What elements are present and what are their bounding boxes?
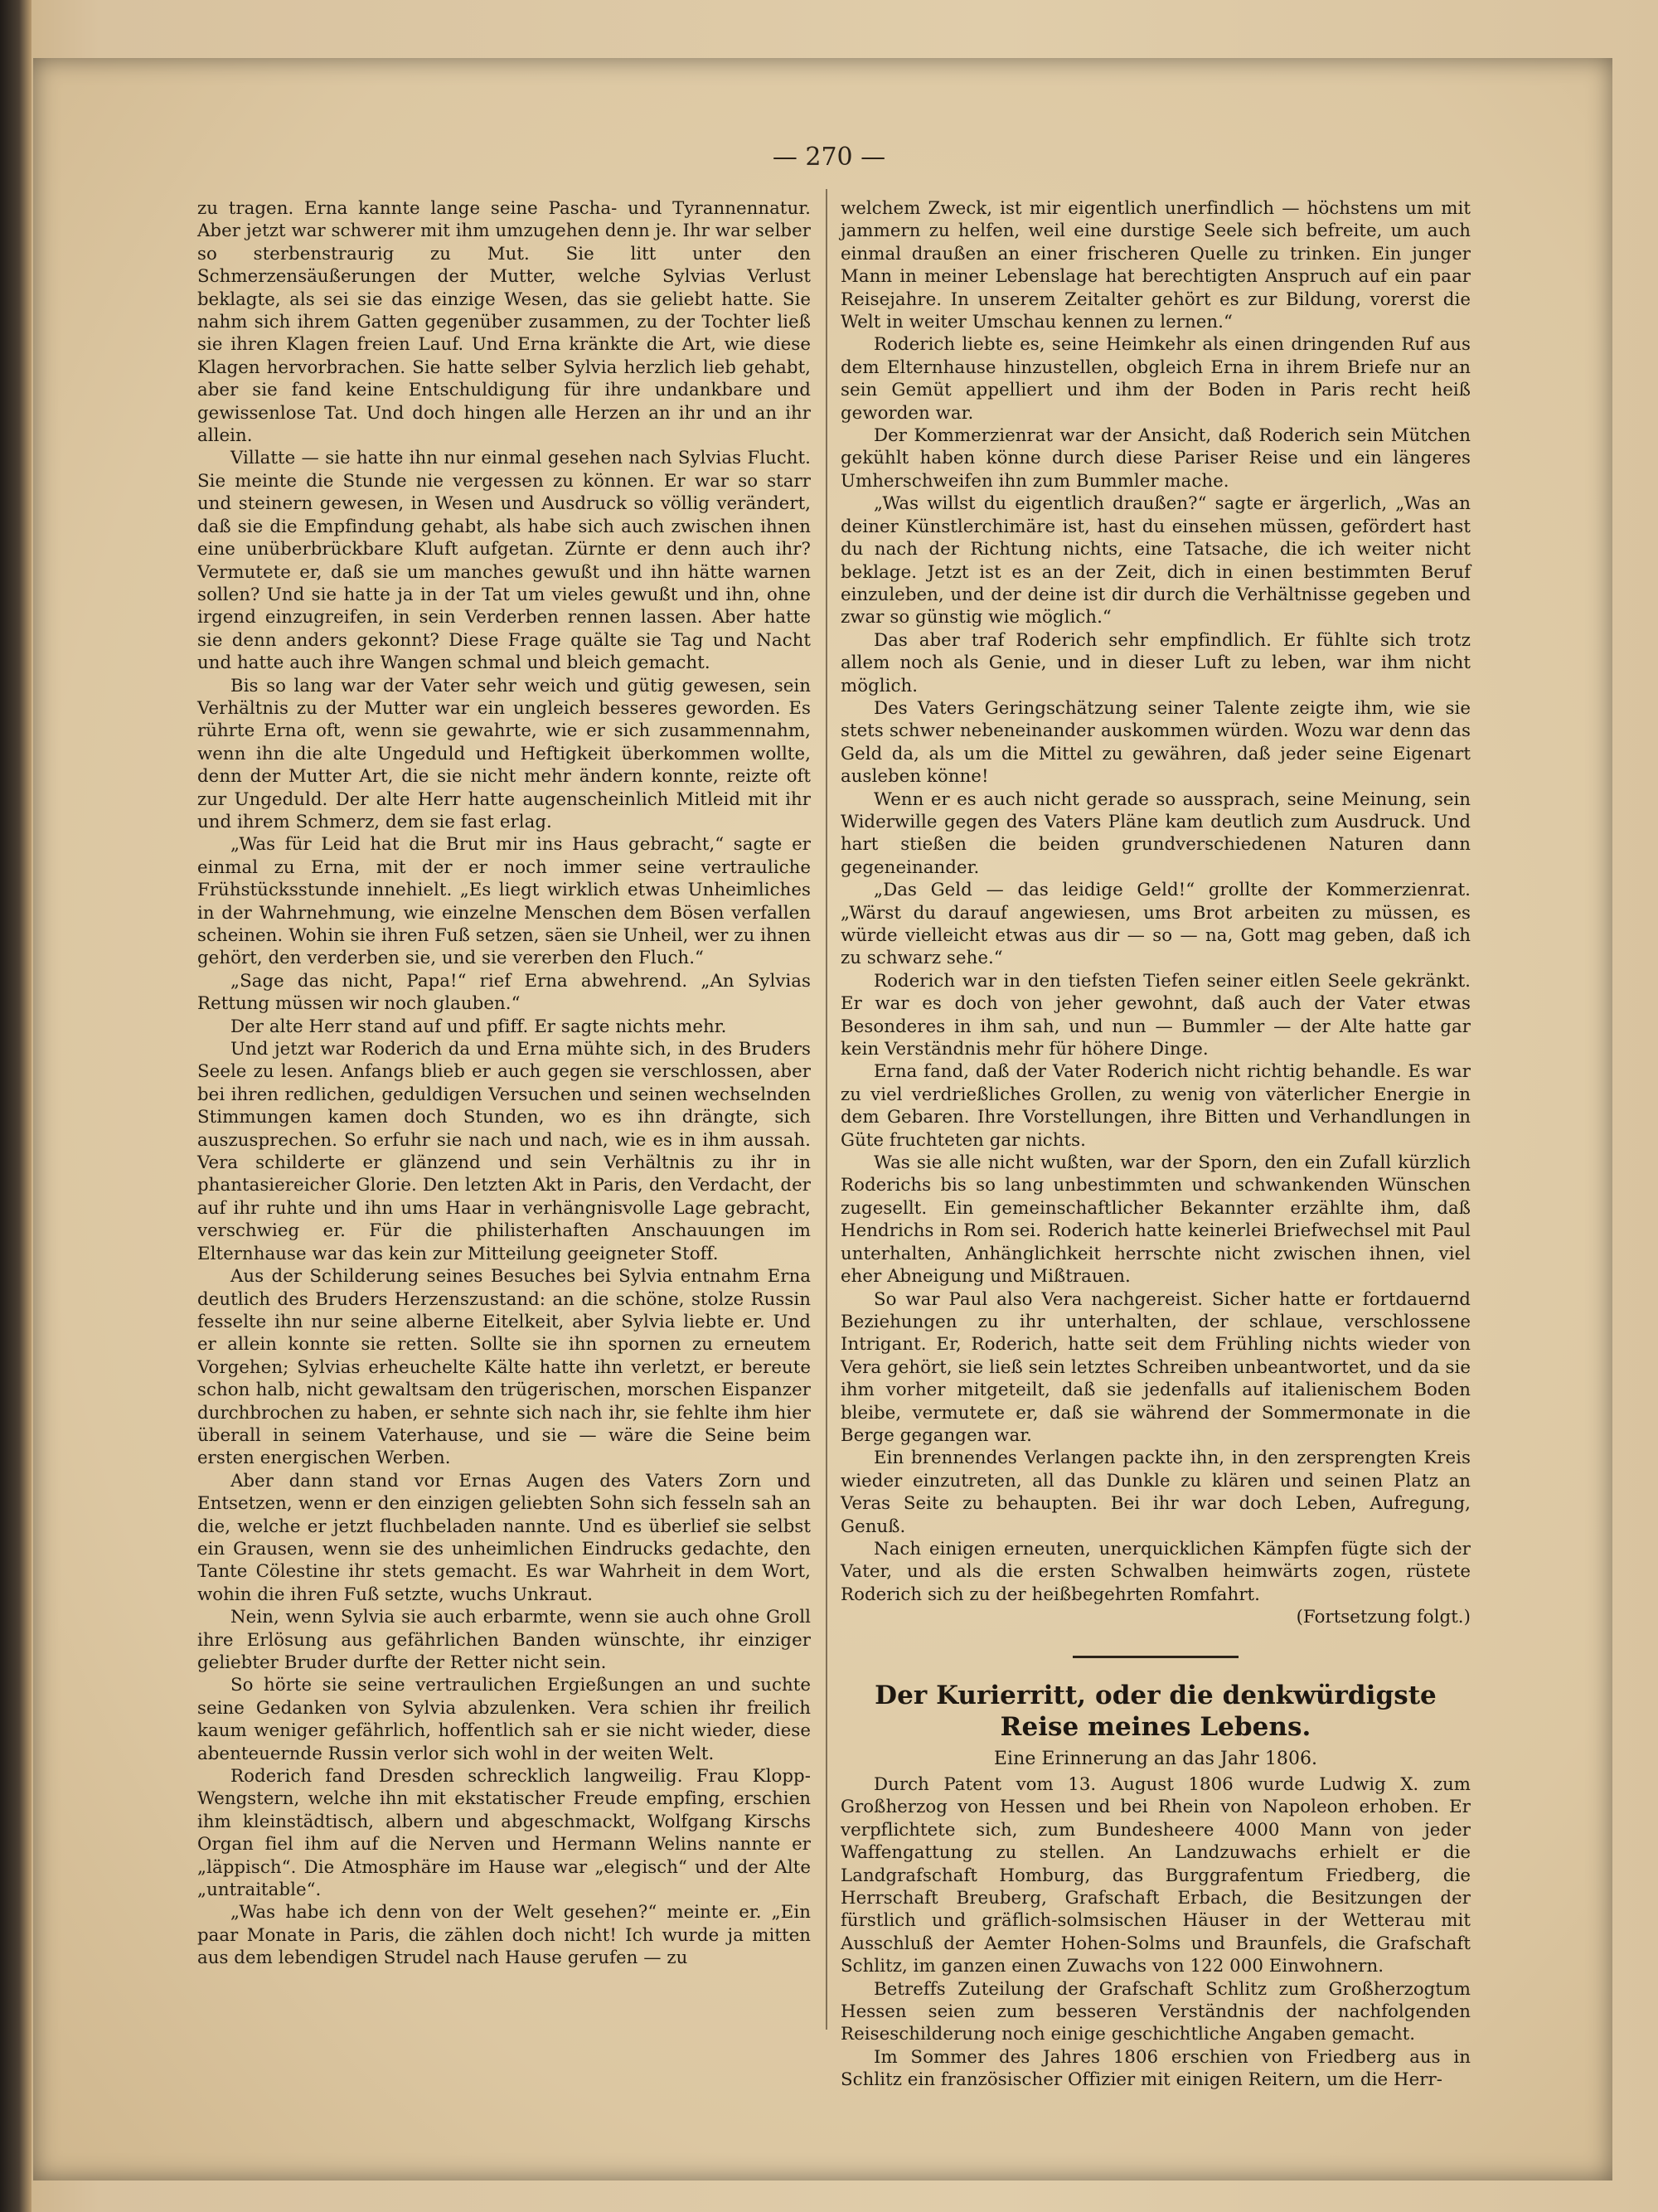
paragraph: zu tragen. Erna kannte lange seine Pascha- und Tyrannennatur. Aber jetzt war schwerer mit ihm umzugehen denn je. Ihr war selber so sterbenstraurig zu Mut. Sie litt unter den Schmerzensäußerungen der Mutter, welche Sylvias Verlust beklagte, als sei sie das einzige Wesen, das sie geliebt hatte. Sie nahm sich ihrem Gatten gegenüber zusammen, zu der Tochter ließ sie ihren Klagen freien Lauf. Und Erna kränkte die Art, wie diese Klagen hervorbrachen. Sie hatte selber Sylvia herzlich lieb gehabt, aber sie fand keine Entschuldigung für ihre undankbare und gewissenlose Tat. Und doch hingen alle Herzen an ihr und an ihr allein. xyxy=(197,198,811,447)
article-paragraph: Im Sommer des Jahres 1806 erschien von Friedberg aus in Schlitz ein französischer Offizier mit einigen Reitern, um die Herr- xyxy=(841,2046,1471,2091)
paragraph: Villatte — sie hatte ihn nur einmal gesehen nach Sylvias Flucht. Sie meinte die Stunde nie vergessen zu können. Er war so starr und steinern gewesen, in Wesen und Ausdruck so völlig verändert, daß sie die Empfindung gehabt, als habe sich auch zwischen ihnen eine unüberbrückbare Kluft aufgetan. Zürnte er denn auch ihr? Vermutete er, daß sie um manches gewußt und ihn hätte warnen sollen? Und sie hatte ja in der Tat um vieles gewußt und ihn, ohne irgend einzugreifen, in sein Verderben rennen lassen. Aber hatte sie denn anders gekonnt? Diese Frage quälte sie Tag und Nacht und hatte auch ihre Wangen schmal und bleich gemacht. xyxy=(197,448,811,674)
section-separator xyxy=(1073,1656,1239,1658)
paragraph: „Was habe ich denn von der Welt gesehen?“ meinte er. „Ein paar Monate in Paris, die zählen doch nicht! Ich wurde ja mitten aus dem lebendigen Strudel nach Hause gerufen — zu xyxy=(197,1902,811,1969)
paragraph: Erna fand, daß der Vater Roderich nicht richtig behandle. Es war zu viel verdrießliches Grollen, zu wenig von väterlicher Energie in dem Gebaren. Ihre Vorstellungen, ihre Bitten und Verhandlungen in Güte fruchteten gar nichts. xyxy=(841,1061,1471,1151)
paragraph: Und jetzt war Roderich da und Erna mühte sich, in des Bruders Seele zu lesen. Anfangs blieb er auch gegen sie verschlossen, aber bei ihren redlichen, geduldigen Versuchen und seinen wechselnden Stimmungen kamen doch Stunden, wo es ihn drängte, sich auszusprechen. So erfuhr sie nach und nach, wie es in ihm aussah. Vera schilderte er glänzend und sein Verhältnis zu ihr in phantasiereicher Glorie. Den letzten Akt in Paris, den Verdacht, der auf ihr ruhte und ihn ums Haar in verhängnisvolle Lage gebracht, verschwieg er. Für die philisterhaften Anschauungen im Elternhause war das kein zur Mitteilung geeigneter Stoff. xyxy=(197,1039,811,1264)
paragraph: Nach einigen erneuten, unerquicklichen Kämpfen fügte sich der Vater, und als die ersten Schwalben heimwärts zogen, rüstete Roderich sich zu der heißbegehrten Romfahrt. xyxy=(841,1538,1471,1605)
paragraph: Wenn er es auch nicht gerade so aussprach, seine Meinung, sein Widerwille gegen des Vaters Pläne kam deutlich zum Ausdruck. Und hart stießen die beiden grundverschiedenen Naturen dann gegeneinander. xyxy=(841,788,1471,878)
paragraph: Der alte Herr stand auf und pfiff. Er sagte nichts mehr. xyxy=(230,1016,727,1037)
paragraph: Was sie alle nicht wußten, war der Sporn, den ein Zufall kürzlich Roderichs bis so lang unbestimmten und schwankenden Wünschen zugesellt. Ein gemeinschaftlicher Bekannter erzählte ihm, daß Hendrichs in Rom sei. Roderich hatte keinerlei Briefwechsel mit Paul unterhalten, Anhänglichkeit herrschte nicht zwischen ihnen, viel eher Abneigung und Mißtrauen. xyxy=(841,1152,1471,1288)
article-title: Der Kurierritt, oder die denkwürdigste Reise meines Lebens. xyxy=(875,1680,1437,1742)
paragraph: Bis so lang war der Vater sehr weich und gütig gewesen, sein Verhältnis zu der Mutter war ein ungleich besseres geworden. Es rührte Erna oft, wenn sie gewahrte, wie er sich zusammennahm, wenn ihn die alte Ungeduld und Heftigkeit überkommen wollte, denn der Mutter Art, die sie nicht mehr ändern konnte, reizte oft zur Ungeduld. Der alte Herr hatte augenscheinlich Mitleid mit ihr und ihrem Schmerz, dem sie fast erlag. xyxy=(197,675,811,832)
paragraph: Des Vaters Geringschätzung seiner Talente zeigte ihm, wie sie stets schwer nebeneinander auskommen würden. Wozu war denn das Geld da, als um die Mittel zu gewähren, daß jeder seine Eigenart ausleben könne! xyxy=(841,697,1471,788)
continuation-note: (Fortsetzung folgt.) xyxy=(1296,1607,1471,1628)
paragraph: „Das Geld — das leidige Geld!“ grollte der Kommerzienrat. „Wärst du darauf angewiesen, ums Brot arbeiten zu müssen, es würde vielleicht etwas aus dir — so — na, Gott mag geben, daß ich zu schwarz sehe.“ xyxy=(841,880,1471,969)
page-number: — 270 — xyxy=(772,143,886,172)
paragraph: Aus der Schilderung seines Besuches bei Sylvia entnahm Erna deutlich des Bruders Herzenszustand: an die schöne, stolze Russin fesselte ihn nur seine alberne Eitelkeit, aber Sylvia liebte er. Und er allein konnte sie retten. Sollte sie ihn spornen zu erneutem Vorgehen; Sylvias erheuchelte Kälte hatte ihn verletzt, er bereute schon halb, nicht gewaltsam den trügerischen, morschen Eispanzer durchbrochen zu haben, er sehnte sich nach ihr, sie fehlte ihm hier überall in seinem Vaterhause, und sie — wäre die Seine beim ersten energischen Werben. xyxy=(197,1266,811,1469)
article-paragraph: Betreffs Zuteilung der Grafschaft Schlitz zum Großherzogtum Hessen seien zum besseren Verständnis der nachfolgenden Reiseschilderung noch einige geschichtliche Angaben gemacht. xyxy=(841,1978,1471,2045)
paragraph: Der Kommerzienrat war der Ansicht, daß Roderich sein Mütchen gekühlt haben könne durch diese Pariser Reise und ein längeres Umherschweifen ihn zum Bummler mache. xyxy=(841,425,1471,492)
paragraph: welchem Zweck, ist mir eigentlich unerfindlich — höchstens um mit jammern zu helfen, weil eine durstige Seele sich befreite, um auch einmal draußen an einer frischeren Quelle zu trinken. Ein junger Mann in meiner Lebenslage hat berechtigten Anspruch auf ein paar Reisejahre. In unserem Zeitalter gehört es zur Bildung, vorerst die Welt in weiter Umschau kennen zu lernen.“ xyxy=(841,198,1471,333)
paragraph: So hörte sie seine vertraulichen Ergießungen an und suchte seine Gedanken von Sylvia abzulenken. Vera schien ihr freilich kaum weniger gefährlich, hoffentlich sah er sie nicht wieder, diese abenteuernde Russin verlor sich wohl in der weiten Welt. xyxy=(197,1675,811,1764)
paragraph: „Sage das nicht, Papa!“ rief Erna abwehrend. „An Sylvias Rettung müssen wir noch glauben.“ xyxy=(197,970,811,1015)
paragraph: Nein, wenn Sylvia sie auch erbarmte, wenn sie auch ohne Groll ihre Erlösung aus gefährlichen Banden wünschte, ihr einziger geliebter Bruder durfte der Retter nicht sein. xyxy=(197,1607,811,1673)
column-divider xyxy=(826,189,827,2030)
paragraph: So war Paul also Vera nachgereist. Sicher hatte er fortdauernd Beziehungen zu ihr unterhalten, der schlaue, verschlossene Intrigant. Er, Roderich, hatte seit dem Frühling nichts wieder von Vera gehört, sie ließ sein letztes Schreiben unbeantwortet, und da sie ihm vorher mitgeteilt, daß sie jedenfalls auf italienischem Boden bleibe, vermutete er, daß sie während der Sommermonate in die Berge gegangen war. xyxy=(841,1288,1471,1446)
article-paragraph: Durch Patent vom 13. August 1806 wurde Ludwig X. zum Großherzog von Hessen und bei Rhein von Napoleon erhoben. Er verpflichtete sich, zum Bundesheere 4000 Mann von jeder Waffengattung zu stellen. An Landzuwachs erhielt er die Landgrafschaft Homburg, das Burggrafentum Friedberg, die Herrschaft Breuberg, Grafschaft Erbach, die Besitzungen der fürstlich und gräflich-solmsischen Häuser in der Wetterau mit Ausschluß der Aemter Hohen-Solms und Braunfels, die Grafschaft Schlitz, im ganzen einen Zuwachs von 122 000 Einwohnern. xyxy=(841,1774,1471,1977)
paragraph: „Was für Leid hat die Brut mir ins Haus gebracht,“ sagte er einmal zu Erna, mit der er noch immer seine vertrauliche Frühstücksstunde innehielt. „Es liegt wirklich etwas Unheimliches in der Wahrnehmung, wie einzelne Menschen dem Bösen verfallen scheinen. Wohin sie ihren Fuß setzen, säen sie Unheil, wer zu ihnen gehört, den verderben sie, und sie vererben den Fluch.“ xyxy=(197,834,811,969)
paragraph: Roderich liebte es, seine Heimkehr als einen dringenden Ruf aus dem Elternhause hinzustellen, obgleich Erna in ihrem Briefe nur an sein Gemüt appelliert und ihm der Boden in Paris recht heiß geworden war. xyxy=(841,334,1471,424)
article-subtitle: Eine Erinnerung an das Jahr 1806. xyxy=(993,1748,1318,1769)
book-binding xyxy=(0,0,32,2212)
paragraph: „Was willst du eigentlich draußen?“ sagte er ärgerlich, „Was an deiner Künstlerchimäre ist, hast du einsehen müssen, gefördert hast du nach der Richtung nichts, eine Tatsache, die ich weiter nicht beklage. Jetzt ist es an der Zeit, dich in einen bestimmten Beruf einzuleben, und der deine ist dir durch die Verhältnisse gegeben und zwar so günstig wie möglich.“ xyxy=(841,493,1471,628)
paragraph: Ein brennendes Verlangen packte ihn, in den zersprengten Kreis wieder einzutreten, all das Dunkle zu klären und seinen Platz an Veras Seite zu behaupten. Bei ihr war doch Leben, Aufregung, Genuß. xyxy=(841,1448,1471,1537)
paragraph: Aber dann stand vor Ernas Augen des Vaters Zorn und Entsetzen, wenn er den einzigen geliebten Sohn sich fesseln sah an die, welche er jetzt fluchbeladen nannte. Und es überlief sie selbst ein Grausen, wenn sie des unheimlichen Eindrucks gedachte, den Tante Cölestine ihr stets gemacht. Es war Wahrheit in dem Wort, wohin die ihren Fuß setzte, wuchs Unkraut. xyxy=(197,1470,811,1605)
paragraph: Roderich war in den tiefsten Tiefen seiner eitlen Seele gekränkt. Er war es doch von jeher gewohnt, daß auch der Vater etwas Besonderes in ihm sah, und nun — Bummler — der Alte hatte gar kein Verständnis mehr für höhere Dinge. xyxy=(841,970,1471,1060)
paragraph: Roderich fand Dresden schrecklich langweilig. Frau Klopp-Wengstern, welche ihn mit ekstatischer Freude empfing, erschien ihm kleinstädtisch, albern und abgeschmackt, Wolfgang Kirschs Organ fiel ihm auf die Nerven und Hermann Welins nannte er „läppisch“. Die Atmosphäre im Hause war „elegisch“ und der Alte „untraitable“. xyxy=(197,1766,811,1901)
paragraph: Das aber traf Roderich sehr empfindlich. Er fühlte sich trotz allem noch als Genie, und in dieser Luft zu leben, war ihm nicht möglich. xyxy=(841,629,1471,696)
right-column xyxy=(841,197,1471,2091)
left-column xyxy=(197,197,811,2038)
